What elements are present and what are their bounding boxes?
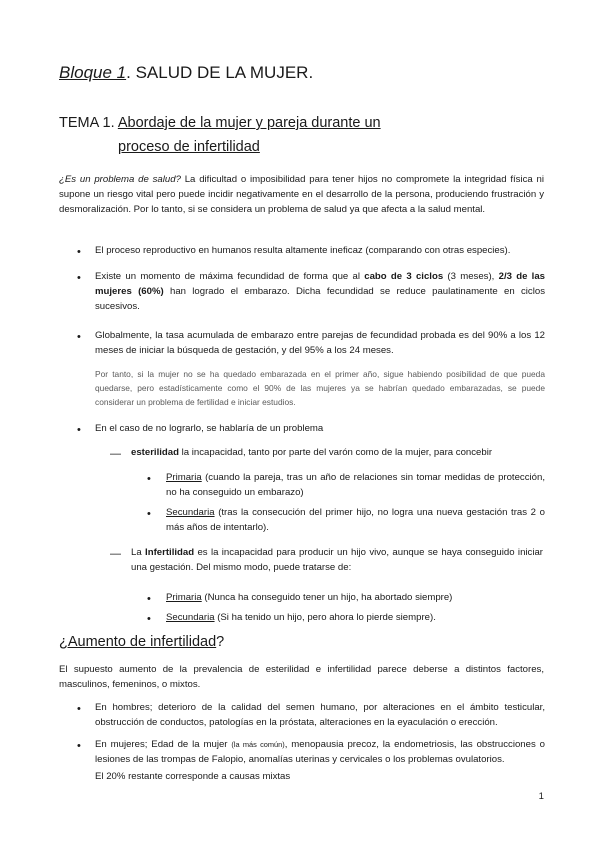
primaria-label: Primaria (166, 472, 202, 483)
bullet-icon: • (77, 703, 81, 715)
aumento-heading (59, 634, 224, 650)
bullet-icon: • (147, 508, 151, 520)
bullet-2-bold-1: cabo de 3 ciclos (364, 271, 444, 282)
aumento-heading-end: ? (216, 634, 225, 650)
esterilidad-secundaria (166, 505, 545, 535)
page-number: 1 (538, 791, 544, 802)
mujeres-small-note: (la más común) (231, 740, 285, 749)
aumento-heading-text: ¿Aumento de infertilidad (59, 634, 217, 650)
bullet-1-text: El proceso reproductivo en humanos resulta altamente ineficaz (comparando con otras especies). (95, 245, 511, 256)
bullet-icon: • (147, 593, 151, 605)
block-label: Bloque 1 (59, 63, 127, 82)
bullet-3-note: Por tanto, si la mujer no se ha quedado embarazada en el primer año, sigue habiendo posibilidad de que pueda quedarse, pero estadísticamente como el 90% de las mujeres ya se habrían quedado embarazadas, se puede considerar un problema de fertilidad e iniciar estudios. (95, 369, 545, 407)
dash-icon: — (110, 448, 121, 460)
infertilidad-text: es la incapacidad para producir un hijo vivo, aunque se haya conseguido iniciar una gestación. Del mismo modo, puede tratarse de: (131, 547, 543, 573)
intro-text: La dificultad o imposibilidad para tener hijos no compromete la integridad física ni supone un riesgo vital pero puede incidir negativamente en el desarrollo de la persona, produciendo frustración y desmoralización. Por lo tanto, si se considera un problema de salud ya que afecta a la salud mental. (59, 174, 545, 215)
infertilidad-pre: La (131, 547, 146, 558)
bullet-icon: • (77, 272, 81, 284)
esterilidad-term: esterilidad (131, 447, 179, 458)
secundaria-label: Secundaria (166, 507, 215, 518)
tema-title-line1: Abordaje de la mujer y pareja durante un (117, 115, 381, 131)
block-title (59, 63, 313, 83)
bullet-3-text: Globalmente, la tasa acumulada de embarazo entre parejas de fecundidad probada es del 90% a los 12 meses de iniciar la búsqueda de gestación, y del 95% a los 24 meses. (95, 330, 545, 356)
bullet-2-bold-2: 2/3 de las mujeres (60%) (95, 271, 545, 297)
block-title-text: . SALUD DE LA MUJER. (126, 63, 314, 82)
bullet-icon: • (77, 740, 81, 752)
bullet-icon: • (77, 424, 81, 436)
esterilidad-definition (131, 445, 543, 460)
bullet-icon: • (77, 331, 81, 343)
dash-icon: — (110, 548, 121, 560)
bullet-icon: • (147, 473, 151, 485)
tema-title-line2: proceso de infertilidad (118, 139, 260, 155)
bullet-icon: • (147, 613, 151, 625)
infertilidad-secundaria (166, 610, 545, 625)
intro-paragraph (59, 172, 544, 217)
primaria-label: Primaria (166, 592, 202, 603)
mujeres-part-a: En mujeres; Edad de la mujer (95, 739, 232, 750)
bullet-2-part-a: Existe un momento de máxima fecundidad de forma que al (95, 271, 365, 282)
aumento-intro: El supuesto aumento de la prevalencia de esterilidad e infertilidad parece deberse a distintos factores, masculinos, femeninos, o mixtos. (59, 664, 544, 690)
infertilidad-primaria (166, 590, 545, 605)
bullet-2-part-b: (3 meses), (443, 271, 499, 282)
primaria-text: (cuando la pareja, tras un año de relaciones sin tomar medidas de protección, no ha conseguido un embarazo) (166, 472, 545, 498)
aumento-hombres: En hombres; deterioro de la calidad del semen humano, por alteraciones en el ámbito testicular, obstrucción de conductos, patologías en la próstata, alteraciones en la eyaculación o erección. (95, 702, 545, 728)
bullet-4-text: En el caso de no lograrlo, se hablaría de un problema (95, 423, 324, 434)
secundaria-text: (Si ha tenido un hijo, pero ahora lo pierde siempre). (214, 612, 436, 623)
mujeres-part-b: , menopausia precoz, la endometriosis, las obstrucciones o lesiones de las trompas de Falopio, anomalías uterinas y cervicales o los problemas ovulatorios. (95, 739, 545, 765)
secundaria-text: (tras la consecución del primer hijo, no logra una nueva gestación tras 2 o más años de intentarlo). (166, 507, 545, 533)
bullet-2-part-c: han logrado el embarazo. Dicha fecundidad se reduce paulatinamente en ciclos sucesivos. (95, 286, 545, 312)
aumento-mujeres (95, 737, 545, 767)
secundaria-label: Secundaria (166, 612, 215, 623)
tema-heading (59, 115, 381, 131)
intro-question: ¿Es un problema de salud? (59, 174, 181, 185)
bullet-2-text (95, 269, 545, 314)
infertilidad-definition (131, 545, 543, 575)
bullet-icon: • (77, 246, 81, 258)
infertilidad-term: Infertilidad (145, 547, 195, 558)
tema-prefix: TEMA 1. (59, 115, 118, 131)
esterilidad-primaria (166, 470, 545, 500)
primaria-text: (Nunca ha conseguido tener un hijo, ha abortado siempre) (201, 592, 453, 603)
esterilidad-text: la incapacidad, tanto por parte del varón como de la mujer, para concebir (179, 447, 493, 458)
aumento-mixtas: El 20% restante corresponde a causas mixtas (95, 771, 291, 782)
